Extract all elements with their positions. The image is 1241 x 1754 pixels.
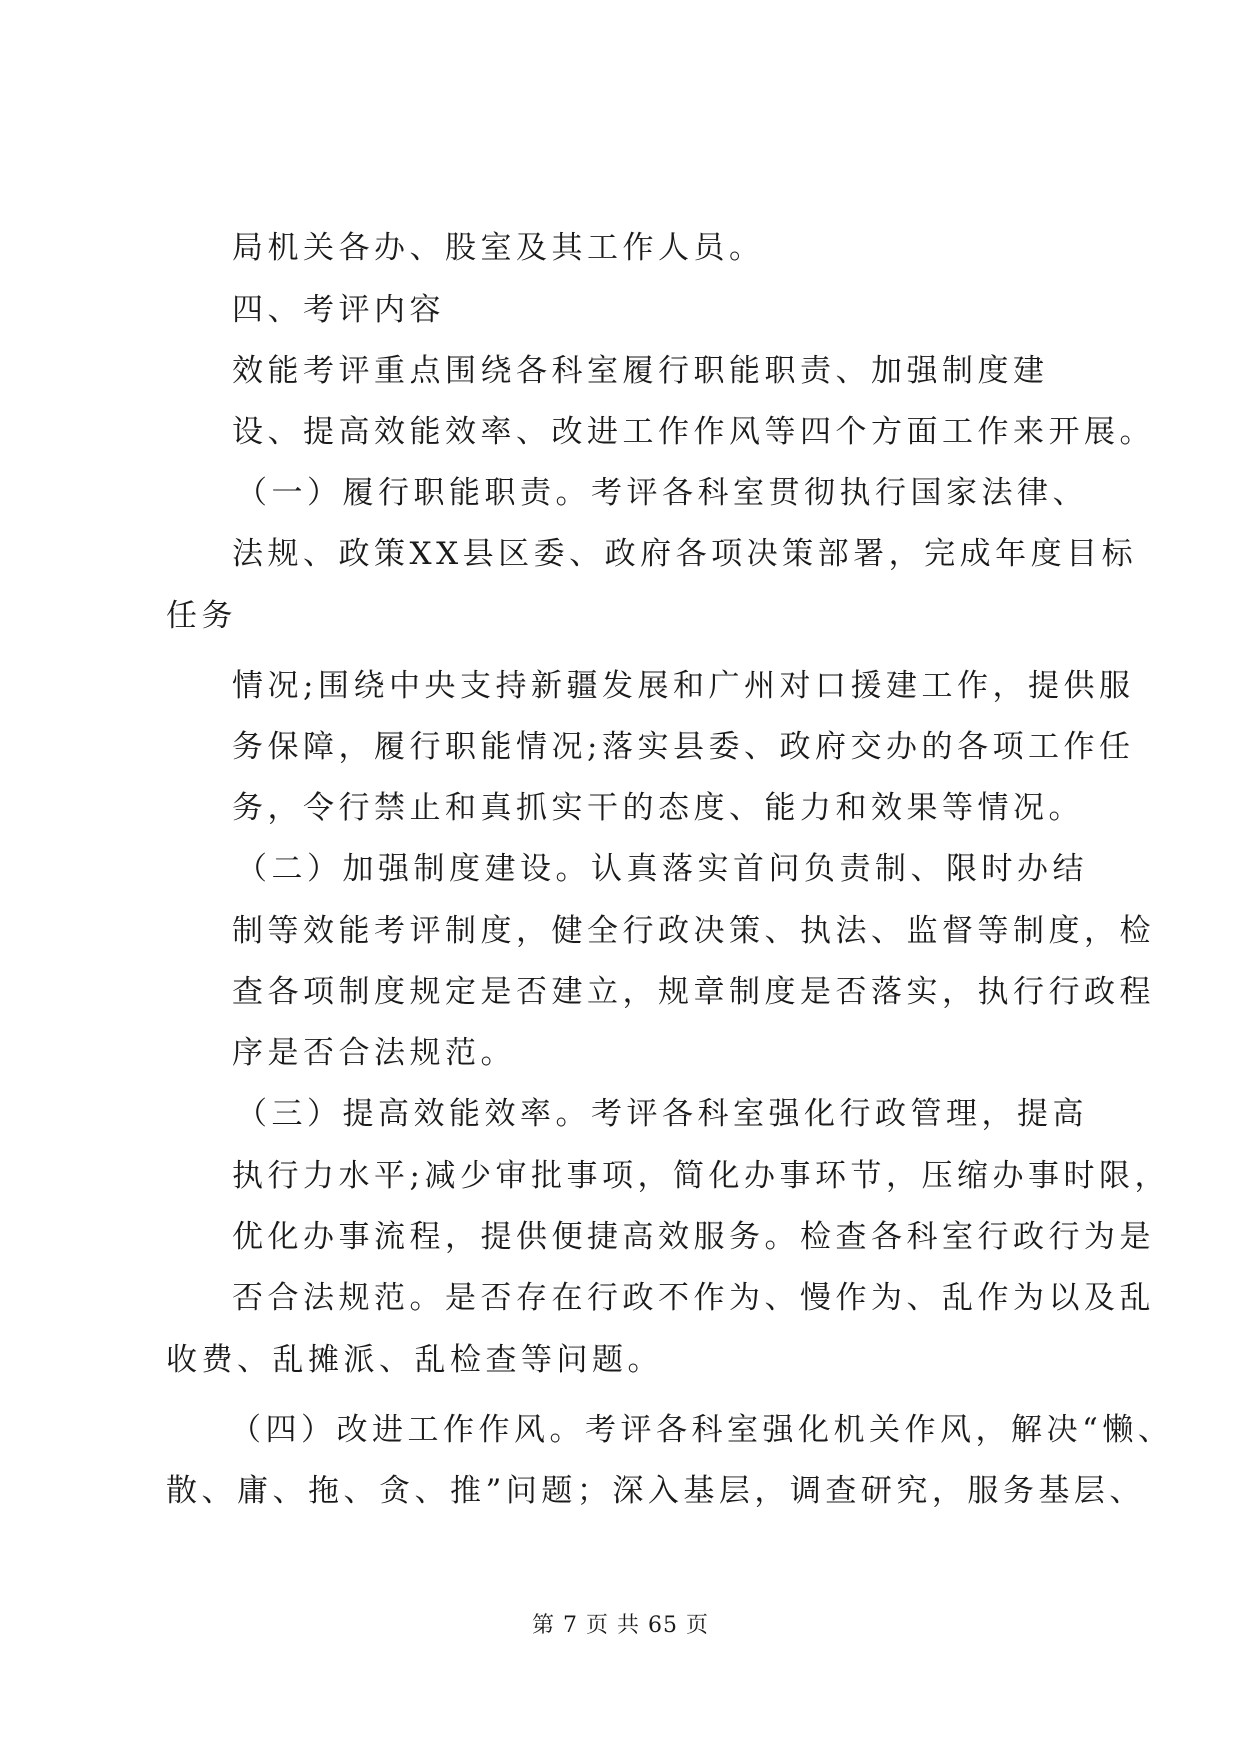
body-text-line: 序是否合法规范。: [232, 1035, 516, 1071]
body-text-line: 效能考评重点围绕各科室履行职能职责、加强制度建: [232, 353, 1049, 389]
body-text-line: 局机关各办、股室及其工作人员。: [232, 230, 765, 266]
section-heading: 四、考评内容: [232, 292, 445, 328]
subsection-heading-line: （二）加强制度建设。认真落实首问负责制、限时办结: [236, 851, 1088, 887]
body-text-line: 务，令行禁止和真抓实干的态度、能力和效果等情况。: [232, 790, 1084, 826]
body-text-line: 散、庸、拖、贪、推”问题；深入基层，调查研究，服务基层、: [166, 1473, 1145, 1509]
body-text-line: 收费、乱摊派、乱检查等问题。: [166, 1342, 663, 1378]
body-text-line: 任务: [166, 598, 237, 634]
body-text-line: 务保障，履行职能情况;落实县委、政府交办的各项工作任: [232, 729, 1135, 765]
page-number-footer: 第 7 页 共 65 页: [532, 1613, 709, 1638]
body-text-line: 否合法规范。是否存在行政不作为、慢作为、乱作为以及乱: [232, 1280, 1155, 1316]
body-text-line: 情况;围绕中央支持新疆发展和广州对口援建工作，提供服: [232, 668, 1135, 704]
body-text-line: 制等效能考评制度，健全行政决策、执法、监督等制度，检: [232, 913, 1155, 949]
subsection-heading-line: （三）提高效能效率。考评各科室强化行政管理，提高: [236, 1096, 1088, 1132]
body-text-line: 优化办事流程，提供便捷高效服务。检查各科室行政行为是: [232, 1219, 1155, 1255]
subsection-heading-line: （一）履行职能职责。考评各科室贯彻执行国家法律、: [236, 475, 1088, 511]
body-text-line: 法规、政策XX县区委、政府各项决策部署，完成年度目标: [232, 536, 1138, 572]
body-text-line: 查各项制度规定是否建立，规章制度是否落实，执行行政程: [232, 974, 1155, 1010]
subsection-heading-line: （四）改进工作作风。考评各科室强化机关作风，解决“懒、: [230, 1412, 1174, 1448]
body-text-line: 设、提高效能效率、改进工作作风等四个方面工作来开展。: [232, 414, 1155, 450]
body-text-line: 执行力水平;减少审批事项，简化办事环节，压缩办事时限，: [232, 1158, 1170, 1194]
